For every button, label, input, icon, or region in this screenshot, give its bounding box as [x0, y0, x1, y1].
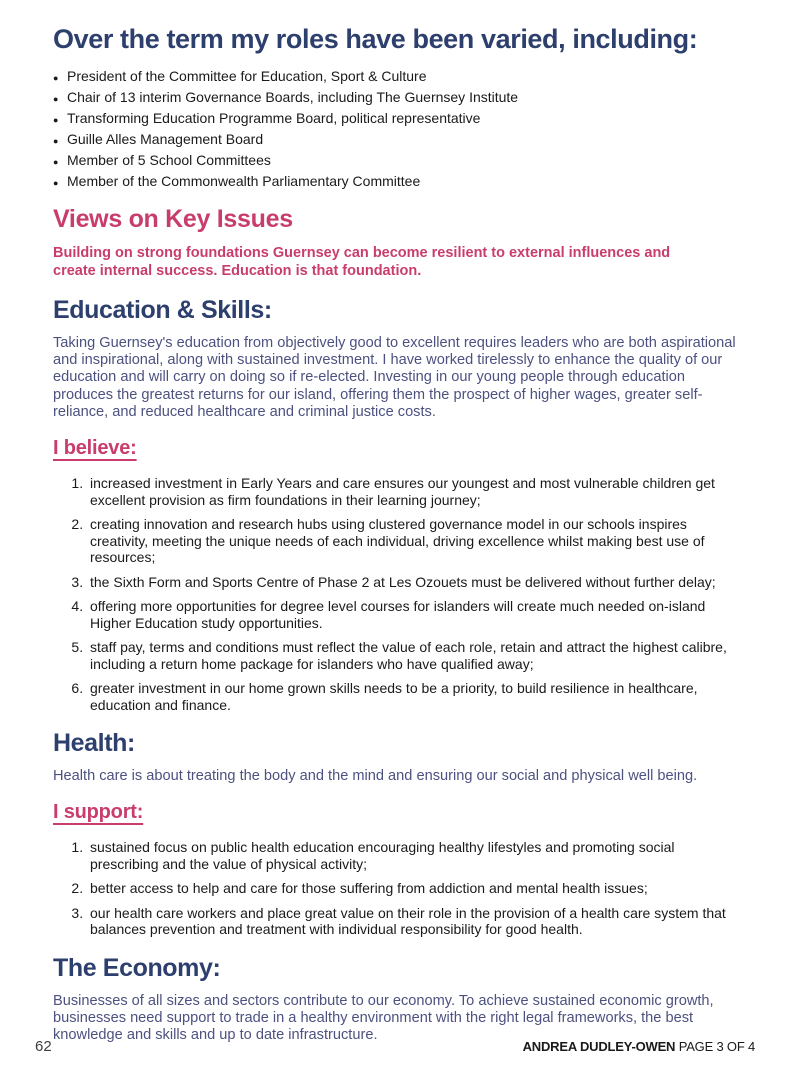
list-item: 6. greater investment in our home grown skills needs to be a priority, to build resilience in healthcare, education and finance.: [87, 680, 736, 713]
page-number: 62: [35, 1038, 52, 1055]
health-heading: Health:: [53, 729, 135, 758]
role-text: Chair of 13 interim Governance Boards, including The Guernsey Institute: [67, 89, 519, 105]
list-item: 2. creating innovation and research hubs using clustered governance model in our schools inspires creativity, meeting the unique needs of each individual, driving excellence whilst making best use of resources;: [87, 516, 736, 566]
page-footer: [35, 1038, 755, 1055]
support-list: [53, 839, 736, 938]
views-lede: Building on strong foundations Guernsey can become resilient to external influences and create internal success. Education is that foundation.: [53, 245, 671, 279]
roles-heading: Over the term my roles have been varied, including:: [53, 24, 698, 54]
i-support-subheading: I support:: [53, 801, 144, 824]
bullet-icon: ●: [53, 94, 59, 104]
list-item: [53, 69, 736, 84]
role-text: President of the Committee for Education, Sport & Culture: [67, 68, 427, 84]
list-item: [53, 90, 736, 105]
list-item: 3. the Sixth Form and Sports Centre of Phase 2 at Les Ozouets must be delivered without further delay;: [87, 574, 736, 591]
list-item: 1. increased investment in Early Years and care ensures our youngest and most vulnerable children get excellent provision as firm foundations in their learning journey;: [87, 475, 736, 508]
list-item: [53, 153, 736, 168]
education-skills-heading: Education & Skills:: [53, 296, 272, 324]
role-text: Guille Alles Management Board: [67, 131, 264, 147]
role-text: Member of 5 School Committees: [67, 152, 271, 168]
list-item: [53, 132, 736, 147]
bullet-icon: ●: [53, 157, 59, 167]
candidate-name: ANDREA DUDLEY-OWEN: [522, 1039, 676, 1054]
roles-list: [53, 69, 736, 189]
bullet-icon: ●: [53, 115, 59, 125]
bullet-icon: ●: [53, 178, 59, 188]
bullet-icon: ●: [53, 73, 59, 83]
list-item: 2. better access to help and care for those suffering from addiction and mental health issues;: [87, 880, 736, 897]
list-item: [53, 111, 736, 126]
economy-heading: The Economy:: [53, 953, 221, 982]
economy-intro: Businesses of all sizes and sectors contribute to our economy. To achieve sustained economic growth, businesses need support to trade in a healthy environment with the right legal frameworks, the best knowledge and skills and up to date infrastructure.: [53, 992, 714, 1044]
believe-list: [53, 475, 736, 713]
views-on-key-issues-heading: Views on Key Issues: [53, 205, 293, 233]
i-believe-subheading: I believe:: [53, 437, 137, 460]
list-item: 4. offering more opportunities for degree level courses for islanders will create much needed on-island Higher Education study opportunities.: [87, 598, 736, 631]
list-item: 3. our health care workers and place great value on their role in the provision of a health care system that balances prevention and treatment with individual responsibility for good health.: [87, 905, 736, 938]
footer-credit: [523, 1039, 755, 1054]
education-intro: Taking Guernsey's education from objectively good to excellent requires leaders who are both aspirational and inspirational, along with sustained investment. I have worked tirelessly to enhance the quality of our education and will carry on doing so if re-elected. Investing in our young people through education produces the greatest returns for our island, offering them the prospect of higher wages, greater self-reliance, and reduced healthcare and criminal justice costs.: [53, 335, 736, 420]
list-item: 5. staff pay, terms and conditions must reflect the value of each role, retain and attract the highest calibre, including a return home package for islanders who have qualified away;: [87, 639, 736, 672]
role-text: Transforming Education Programme Board, political representative: [67, 110, 481, 126]
bullet-icon: ●: [53, 136, 59, 146]
role-text: Member of the Commonwealth Parliamentary Committee: [67, 173, 421, 189]
list-item: [53, 174, 736, 189]
page-label: PAGE 3 OF 4: [678, 1039, 755, 1054]
health-intro: Health care is about treating the body and the mind and ensuring our social and physical well being.: [53, 768, 698, 785]
list-item: 1. sustained focus on public health education encouraging healthy lifestyles and promoting social prescribing and the value of physical activity;: [87, 839, 736, 872]
